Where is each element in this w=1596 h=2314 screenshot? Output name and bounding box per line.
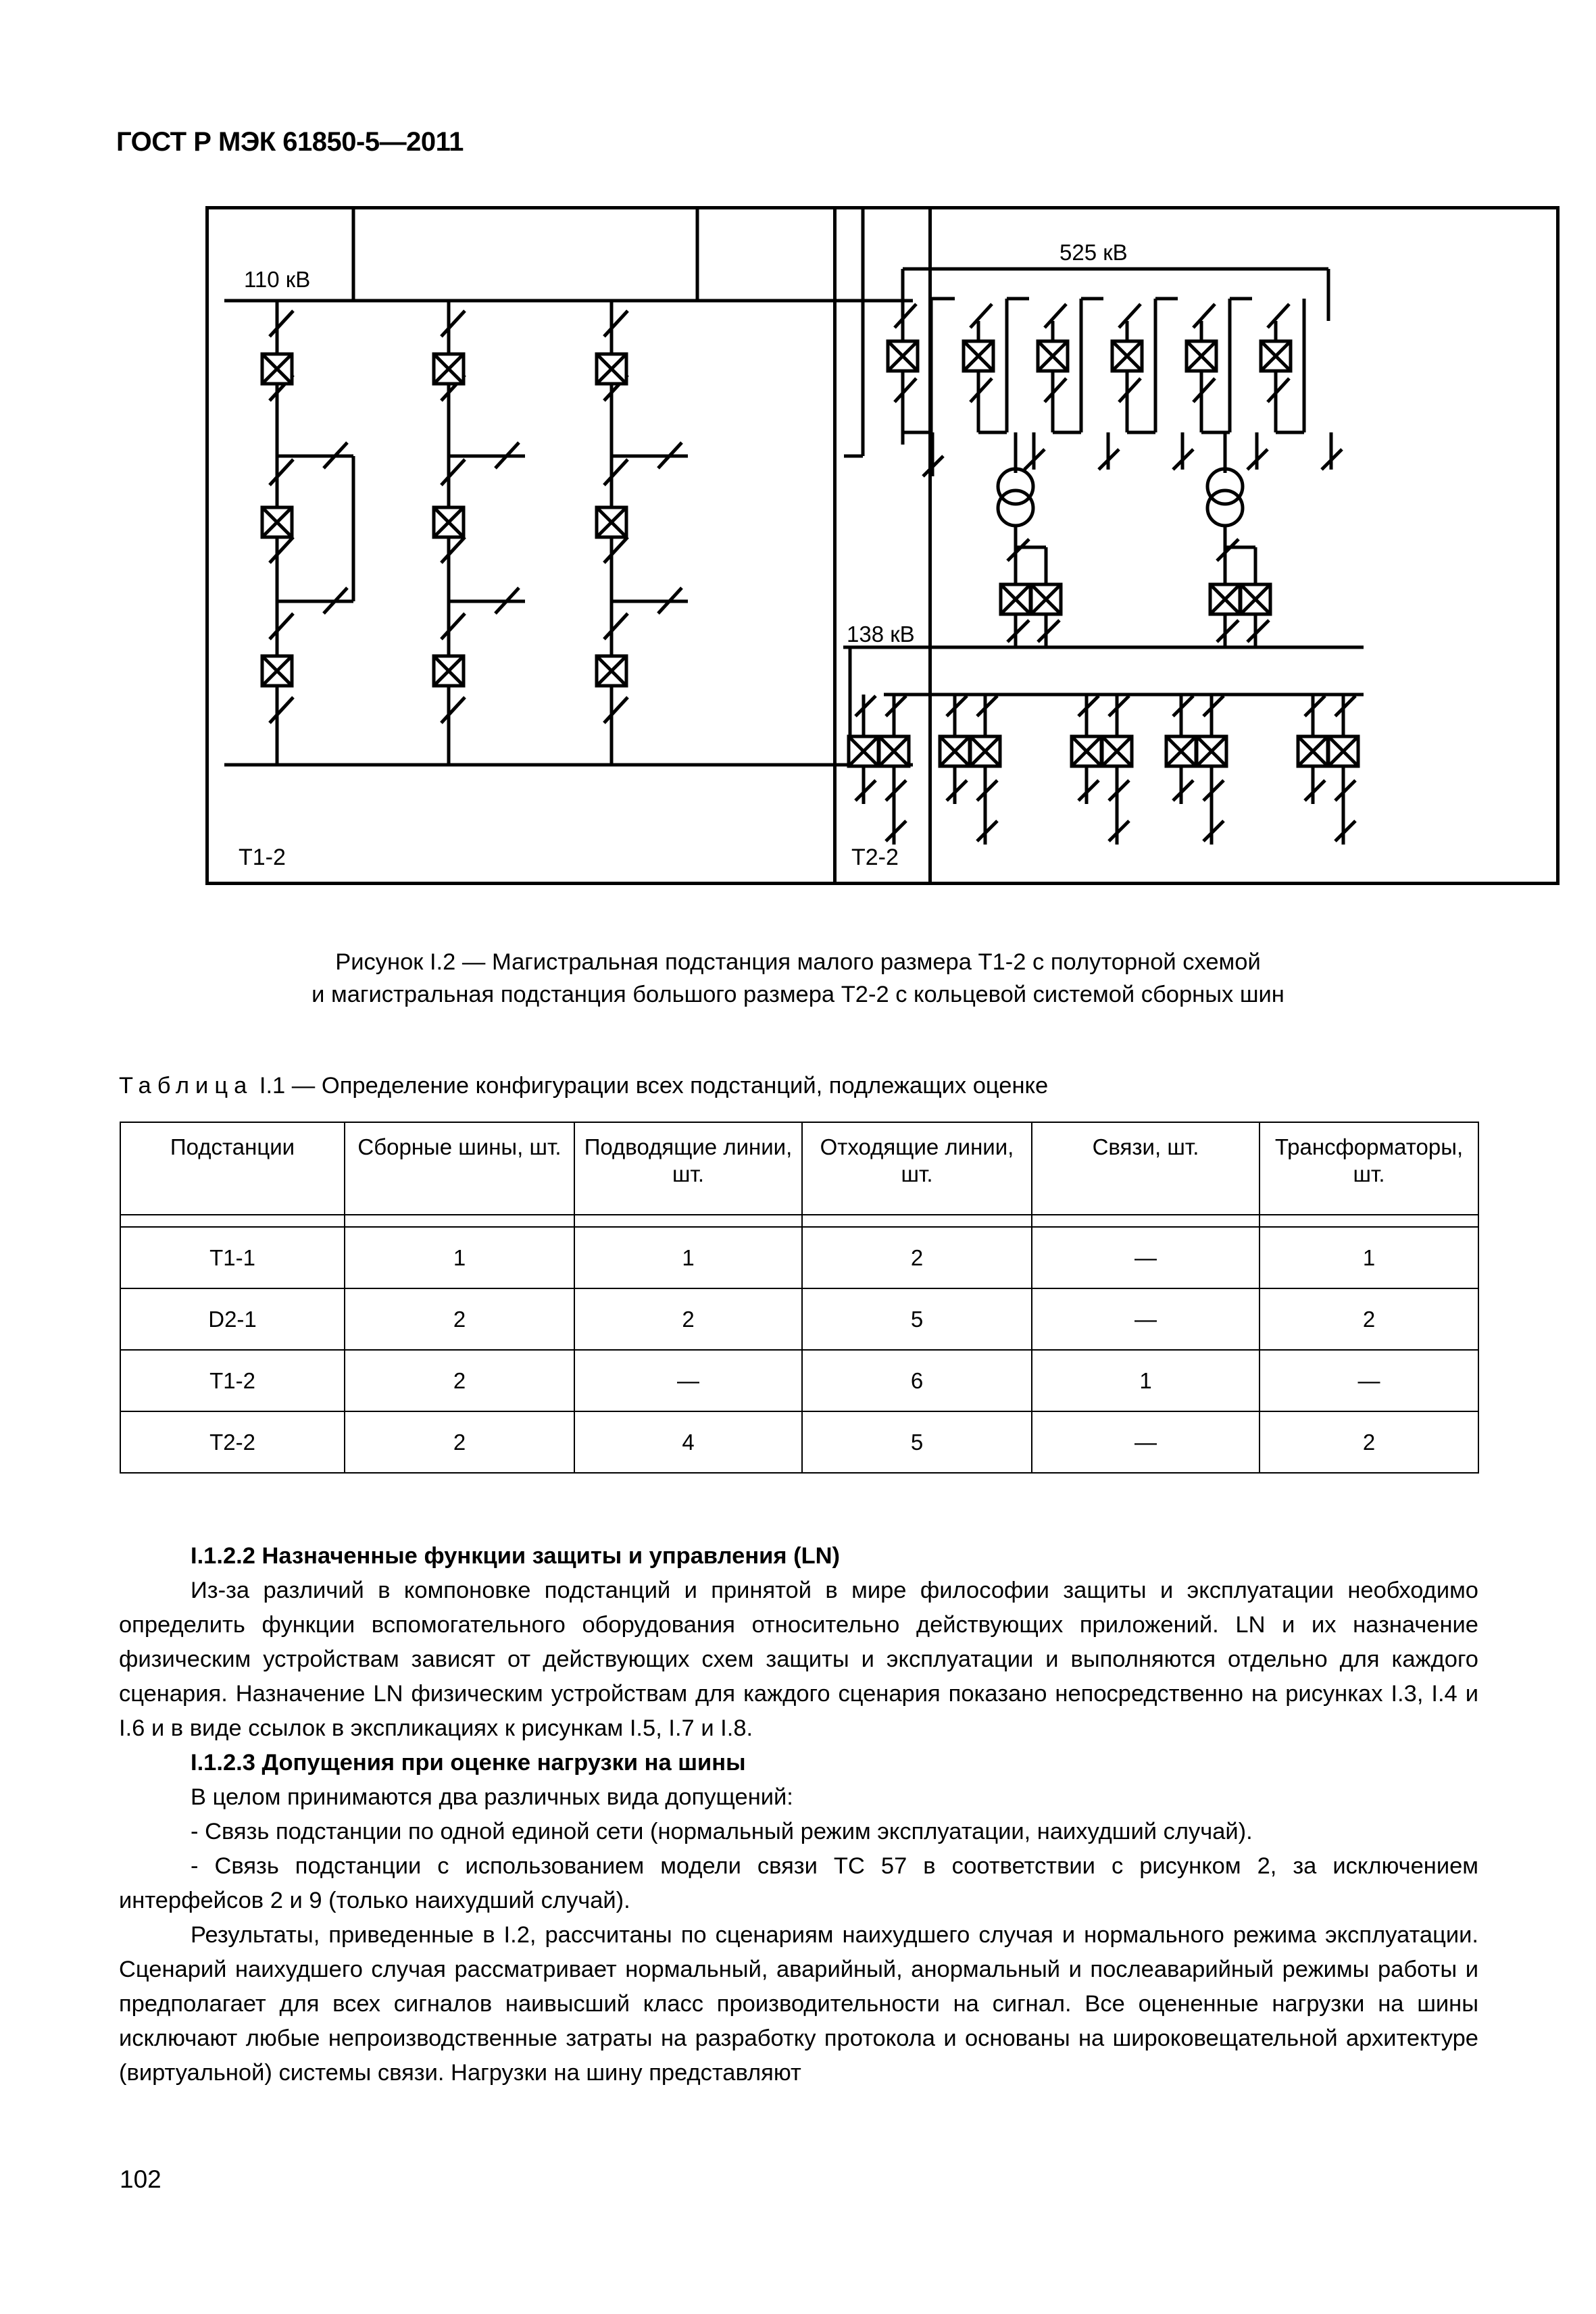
single-line-diagram-t1-2 <box>209 209 935 888</box>
table-cell: 5 <box>802 1411 1032 1473</box>
column-header: Подстанции <box>120 1122 345 1215</box>
table-cell: 2 <box>574 1288 802 1350</box>
column-header: Трансформаторы, шт. <box>1260 1122 1478 1215</box>
paragraph: Из-за различий в компоновке подстанций и принятой в мире философии защиты и эксплуатации необходимо определить функции вспомогательного оборудования относительно действующих приложений. LN и их назначение физическим устройствам зависят от действующих схем защиты и эксплуатации и выполняются отдельно для каждого сценария. Назначение LN физическим устройствам для каждого сценария показано непосредственно на рисунках I.3, I.4 и I.6 и в виде ссылок в экспликациях к рисункам I.5, I.7 и I.8. <box>119 1578 1478 1741</box>
table-cell: 1 <box>1032 1350 1260 1411</box>
table-row <box>120 1288 1478 1350</box>
figure-label: Т2-2 <box>851 845 899 870</box>
busbar-voltage-label: 110 кВ <box>244 267 311 292</box>
table-cell: Т1-1 <box>120 1227 345 1288</box>
table-row <box>120 1227 1478 1288</box>
table-title-prefix: Таблица <box>119 1073 253 1099</box>
table-cell: — <box>1032 1288 1260 1350</box>
table-title-text: I.1 — Определение конфигурации всех подстанций, подлежащих оценке <box>253 1073 1049 1099</box>
figure-t2-2 <box>833 206 1560 885</box>
table-row <box>120 1350 1478 1411</box>
substation-config-table <box>120 1122 1479 1474</box>
table-row <box>120 1411 1478 1473</box>
busbar-525kv-label: 525 кВ <box>1059 240 1128 265</box>
table-cell: D2-1 <box>120 1288 345 1350</box>
paragraph: - Связь подстанции с использованием модели связи ТС 57 в соответствии с рисунком 2, за исключением интерфейсов 2 и 9 (только наихудший случай). <box>119 1853 1478 1913</box>
figure-t1-2 <box>205 206 932 885</box>
figure-label: Т1-2 <box>239 845 286 870</box>
busbar-138kv-label: 138 кВ <box>847 622 915 647</box>
table-cell: 1 <box>345 1227 574 1288</box>
paragraph: В целом принимаются два различных вида допущений: <box>191 1784 793 1810</box>
section-heading-1-1-2-3: I.1.2.3 Допущения при оценке нагрузки на шины <box>191 1750 746 1776</box>
caption-line-2: и магистральная подстанция большого размера Т2-2 с кольцевой системой сборных шин <box>311 982 1285 1007</box>
table-cell: 2 <box>1260 1411 1478 1473</box>
paragraph: - Связь подстанции по одной единой сети (нормальный режим эксплуатации, наихудший случай). <box>191 1819 1253 1844</box>
table-cell: 1 <box>574 1227 802 1288</box>
caption-line-1: Рисунок I.2 — Магистральная подстанция малого размера Т1-2 с полуторной схемой <box>335 949 1261 975</box>
table-cell: Т2-2 <box>120 1411 345 1473</box>
table-cell: 2 <box>345 1411 574 1473</box>
table-cell: 2 <box>345 1288 574 1350</box>
column-header: Связи, шт. <box>1032 1122 1260 1215</box>
table-cell: 4 <box>574 1411 802 1473</box>
table-cell: 6 <box>802 1350 1032 1411</box>
table-cell: — <box>1032 1411 1260 1473</box>
column-header: Сборные шины, шт. <box>345 1122 574 1215</box>
table-cell: 2 <box>1260 1288 1478 1350</box>
table-cell: Т1-2 <box>120 1350 345 1411</box>
figure-caption <box>116 946 1480 1011</box>
table-cell: 5 <box>802 1288 1032 1350</box>
paragraph: Результаты, приведенные в I.2, рассчитаны по сценариям наихудшего случая и нормального режима эксплуатации. Сценарий наихудшего случая рассматривает нормальный, аварийный, анормальный и послеаварийный режимы работы и предполагает для всех сигналов наивысший класс производительности на сигнал. Все оцененные нагрузки на шины исключают любые непроизводственные затраты на разработку протокола и основаны на широковещательной архитектуре (виртуальной) системы связи. Нагрузки на шину представляют <box>119 1922 1478 2086</box>
section-heading-1-1-2-2: I.1.2.2 Назначенные функции защиты и управления (LN) <box>191 1543 841 1569</box>
table-cell: — <box>1032 1227 1260 1288</box>
page-number: 102 <box>120 2165 161 2193</box>
table-cell: — <box>1260 1350 1478 1411</box>
column-header: Отходящие линии, шт. <box>802 1122 1032 1215</box>
table-cell: — <box>574 1350 802 1411</box>
table-cell: 1 <box>1260 1227 1478 1288</box>
single-line-diagram-t2-2 <box>837 209 1563 888</box>
body-text <box>119 1539 1478 2090</box>
table-cell: 2 <box>802 1227 1032 1288</box>
table-title <box>119 1073 1048 1099</box>
column-header: Подводящие линии, шт. <box>574 1122 802 1215</box>
document-header: ГОСТ Р МЭК 61850-5—2011 <box>116 127 464 157</box>
table-cell: 2 <box>345 1350 574 1411</box>
table-header-row <box>120 1122 1478 1215</box>
